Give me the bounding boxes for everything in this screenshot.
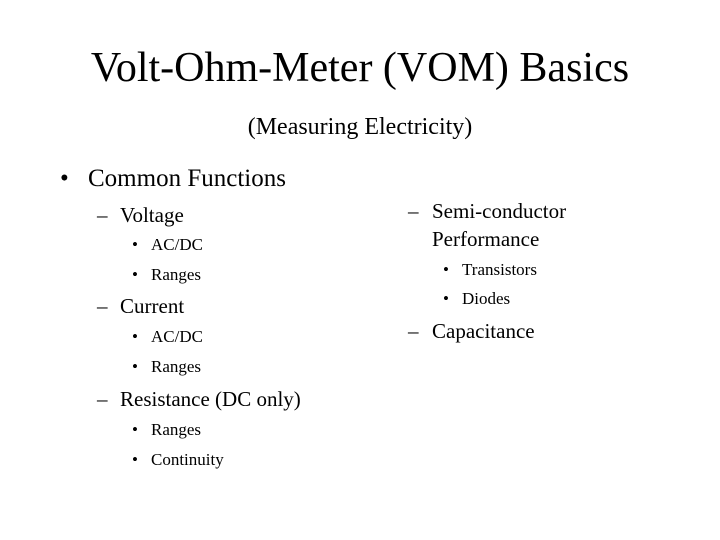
common-functions-heading: Common Functions bbox=[88, 165, 286, 192]
bullet-dot-icon: • bbox=[132, 327, 138, 346]
item-capacitance bbox=[408, 318, 535, 344]
bullet-dot-icon: • bbox=[443, 260, 449, 279]
semiconductor-subitem-label: Transistors bbox=[462, 260, 537, 279]
current-label: Current bbox=[120, 294, 185, 318]
current-subitem-label: AC/DC bbox=[151, 327, 203, 346]
current-subitem bbox=[132, 356, 201, 378]
bullet-dash-icon: – bbox=[408, 199, 419, 223]
semiconductor-subitem bbox=[443, 259, 537, 281]
bullet-common-functions bbox=[60, 164, 286, 194]
bullet-dot-icon: • bbox=[132, 235, 138, 254]
bullet-dash-icon: – bbox=[97, 203, 108, 227]
semiconductor-label-line1: Semi-conductor bbox=[432, 199, 567, 223]
bullet-dash-icon: – bbox=[97, 387, 108, 411]
voltage-subitem-label: Ranges bbox=[151, 265, 202, 284]
item-semiconductor bbox=[408, 198, 566, 224]
item-resistance bbox=[97, 386, 301, 412]
semiconductor-label-line2: Performance bbox=[432, 227, 540, 251]
resistance-subitem-label: Ranges bbox=[151, 420, 202, 439]
semiconductor-subitem-label: Diodes bbox=[462, 289, 511, 308]
bullet-dot-icon: • bbox=[132, 450, 138, 469]
bullet-dot-icon: • bbox=[443, 289, 449, 308]
bullet-dash-icon: – bbox=[97, 294, 108, 318]
bullet-dot-icon: • bbox=[132, 420, 138, 439]
resistance-subitem bbox=[132, 419, 201, 441]
bullet-dot-icon: • bbox=[132, 265, 138, 284]
capacitance-label: Capacitance bbox=[432, 319, 535, 343]
bullet-dot-icon: • bbox=[60, 165, 69, 192]
voltage-subitem bbox=[132, 234, 203, 256]
bullet-dash-icon: – bbox=[408, 319, 419, 343]
resistance-subitem-label: Continuity bbox=[151, 450, 224, 469]
semiconductor-subitem bbox=[443, 288, 510, 310]
bullet-dot-icon: • bbox=[132, 357, 138, 376]
item-current bbox=[97, 293, 184, 319]
slide-title: Volt-Ohm-Meter (VOM) Basics bbox=[90, 45, 630, 91]
current-subitem-label: Ranges bbox=[151, 357, 202, 376]
resistance-label: Resistance (DC only) bbox=[120, 387, 301, 411]
voltage-label: Voltage bbox=[120, 203, 184, 227]
resistance-subitem bbox=[132, 449, 224, 471]
voltage-subitem-label: AC/DC bbox=[151, 235, 203, 254]
item-voltage bbox=[97, 202, 184, 228]
slide-subtitle: (Measuring Electricity) bbox=[247, 114, 473, 140]
current-subitem bbox=[132, 326, 203, 348]
voltage-subitem bbox=[132, 264, 201, 286]
